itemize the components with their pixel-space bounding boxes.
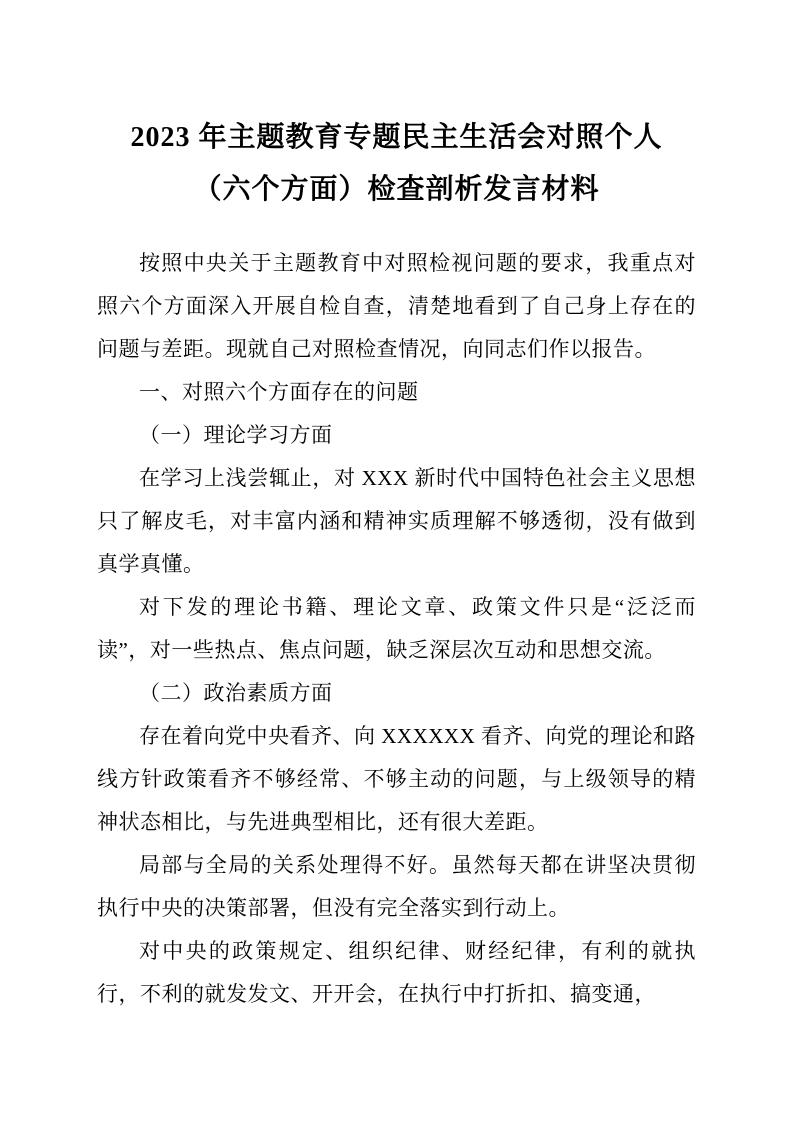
- document-title-line-2: （六个方面）检查剖析发言材料: [193, 174, 600, 205]
- paragraph: （一）理论学习方面: [139, 423, 333, 447]
- paragraph: 局部与全局的关系处理得不好。虽然每天都在讲坚决贯彻执行中央的决策部署，但没有完全落实到行动上。: [97, 853, 696, 920]
- document-body: [97, 242, 696, 1016]
- paragraph: （二）政治素质方面: [139, 681, 333, 705]
- paragraph: 一、对照六个方面存在的问题: [139, 380, 419, 404]
- paragraph: 对中央的政策规定、组织纪律、财经纪律，有利的就执行，不利的就发发文、开开会，在执行中打折扣、搞变通，: [97, 939, 696, 1006]
- paragraph: 按照中央关于主题教育中对照检视问题的要求，我重点对照六个方面深入开展自检自查，清楚地看到了自己身上存在的问题与差距。现就自己对照检查情况，向同志们作以报告。: [97, 251, 696, 361]
- document-title: [97, 112, 696, 216]
- document-title-line-1: 2023 年主题教育专题民主生活会对照个人: [130, 122, 663, 153]
- paragraph: 对下发的理论书籍、理论文章、政策文件只是“泛泛而读”，对一些热点、焦点问题，缺乏深层次互动和思想交流。: [97, 595, 696, 662]
- paragraph: 在学习上浅尝辄止，对 XXX 新时代中国特色社会主义思想只了解皮毛，对丰富内涵和精神实质理解不够透彻，没有做到真学真懂。: [97, 466, 696, 576]
- paragraph: 存在着向党中央看齐、向 XXXXXX 看齐、向党的理论和路线方针政策看齐不够经常、不够主动的问题，与上级领导的精神状态相比，与先进典型相比，还有很大差距。: [97, 724, 696, 834]
